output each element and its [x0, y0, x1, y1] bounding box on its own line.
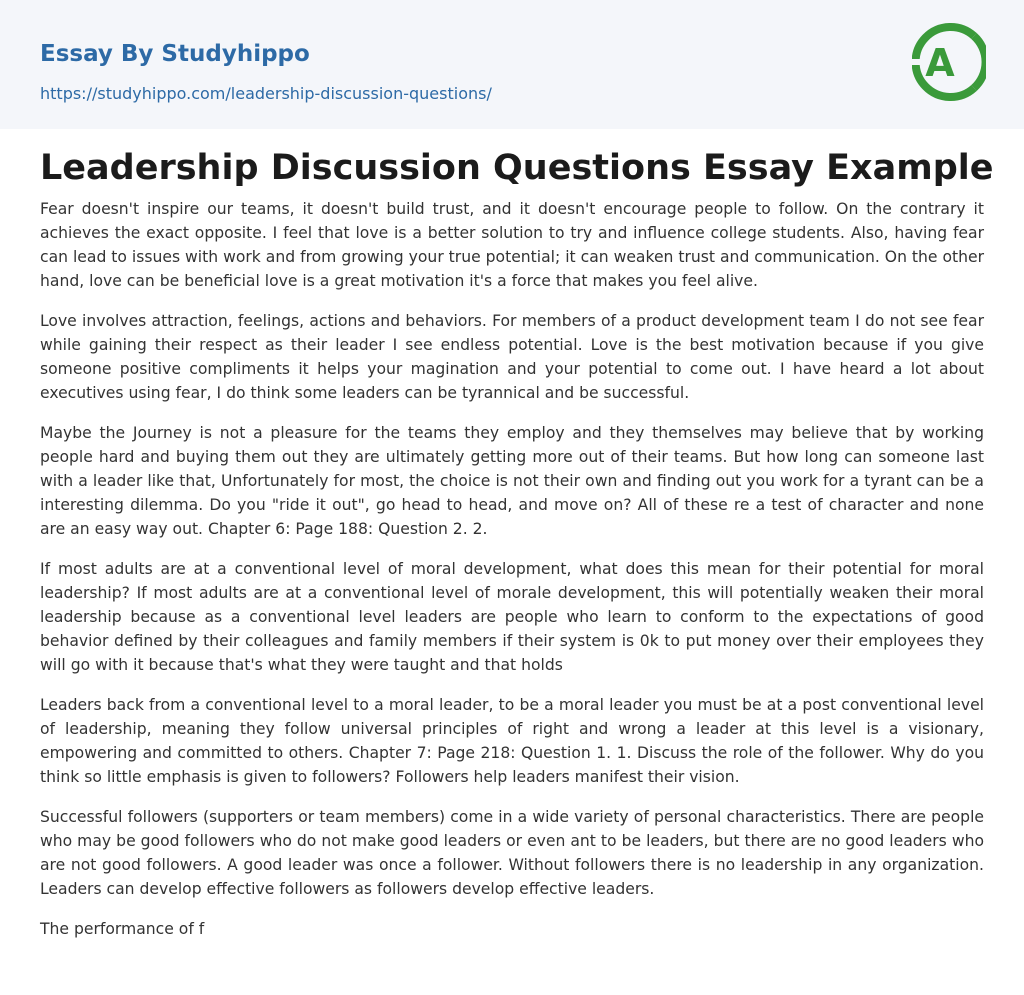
logo-letter: A	[925, 41, 955, 85]
page-url-link[interactable]: https://studyhippo.com/leadership-discussion-questions/	[40, 84, 492, 103]
paragraph-2: Love involves attraction, feelings, actions and behaviors. For members of a product development team I do not see fear while gaining their respect as their leader I see endless potential. Love is the best motivation because if you give someone positive compliments it helps your magination and your potential to come out. I have heard a lot about executives using fear, I do think some leaders can be tyrannical and be successful.	[40, 312, 984, 402]
paragraph-6: Successful followers (supporters or team members) come in a wide variety of personal characteristics. There are people who may be good followers who do not make good leaders or even ant to be leaders, but there are no good leaders who are not good followers. A good leader was once a follower. Without followers there is no leadership in any organization. Leaders can develop effective followers as followers develop effective leaders.	[40, 808, 984, 898]
paragraph-7-truncated: The performance of f	[40, 920, 205, 938]
site-header	[0, 0, 1024, 129]
article-title: Leadership Discussion Questions Essay Example	[40, 148, 994, 188]
paragraph-3: Maybe the Journey is not a pleasure for the teams they employ and they themselves may believe that by working people hard and buying them out they are ultimately getting more out of their teams. But how long can someone last with a leader like that, Unfortunately for most, the choice is not their own and finding out you work for a tyrant can be a interesting dilemma. Do you "ride it out", go head to head, and move on? All of these re a test of character and none are an easy way out. Chapter 6: Page 188: Question 2. 2.	[40, 424, 984, 538]
paragraph-4: If most adults are at a conventional level of moral development, what does this mean for their potential for moral leadership? If most adults are at a conventional level of morale development, this will potentially weaken their moral leadership because as a conventional level leaders are people who learn to conform to the expectations of good behavior defined by their colleagues and family members if their system is 0k to put money over their employees they will go with it because that's what they were taught and that holds	[40, 560, 984, 674]
paragraph-1: Fear doesn't inspire our teams, it doesn't build trust, and it doesn't encourage people to follow. On the contrary it achieves the exact opposite. I feel that love is a better solution to try and influence college students. Also, having fear can lead to issues with work and from growing your true potential; it can weaken trust and communication. On the other hand, love can be beneficial love is a great motivation it's a force that makes you feel alive.	[40, 200, 985, 290]
studyhippo-logo-icon[interactable]	[912, 19, 986, 105]
article	[40, 145, 994, 957]
site-brand[interactable]: Essay By Studyhippo	[40, 41, 310, 67]
paragraph-5: Leaders back from a conventional level to a moral leader, to be a moral leader you must be at a post conventional level of leadership, meaning they follow universal principles of right and wrong a leader at this level is a visionary, empowering and committed to others. Chapter 7: Page 218: Question 1. 1. Discuss the role of the follower. Why do you think so little emphasis is given to followers? Followers help leaders manifest their vision.	[40, 696, 984, 786]
